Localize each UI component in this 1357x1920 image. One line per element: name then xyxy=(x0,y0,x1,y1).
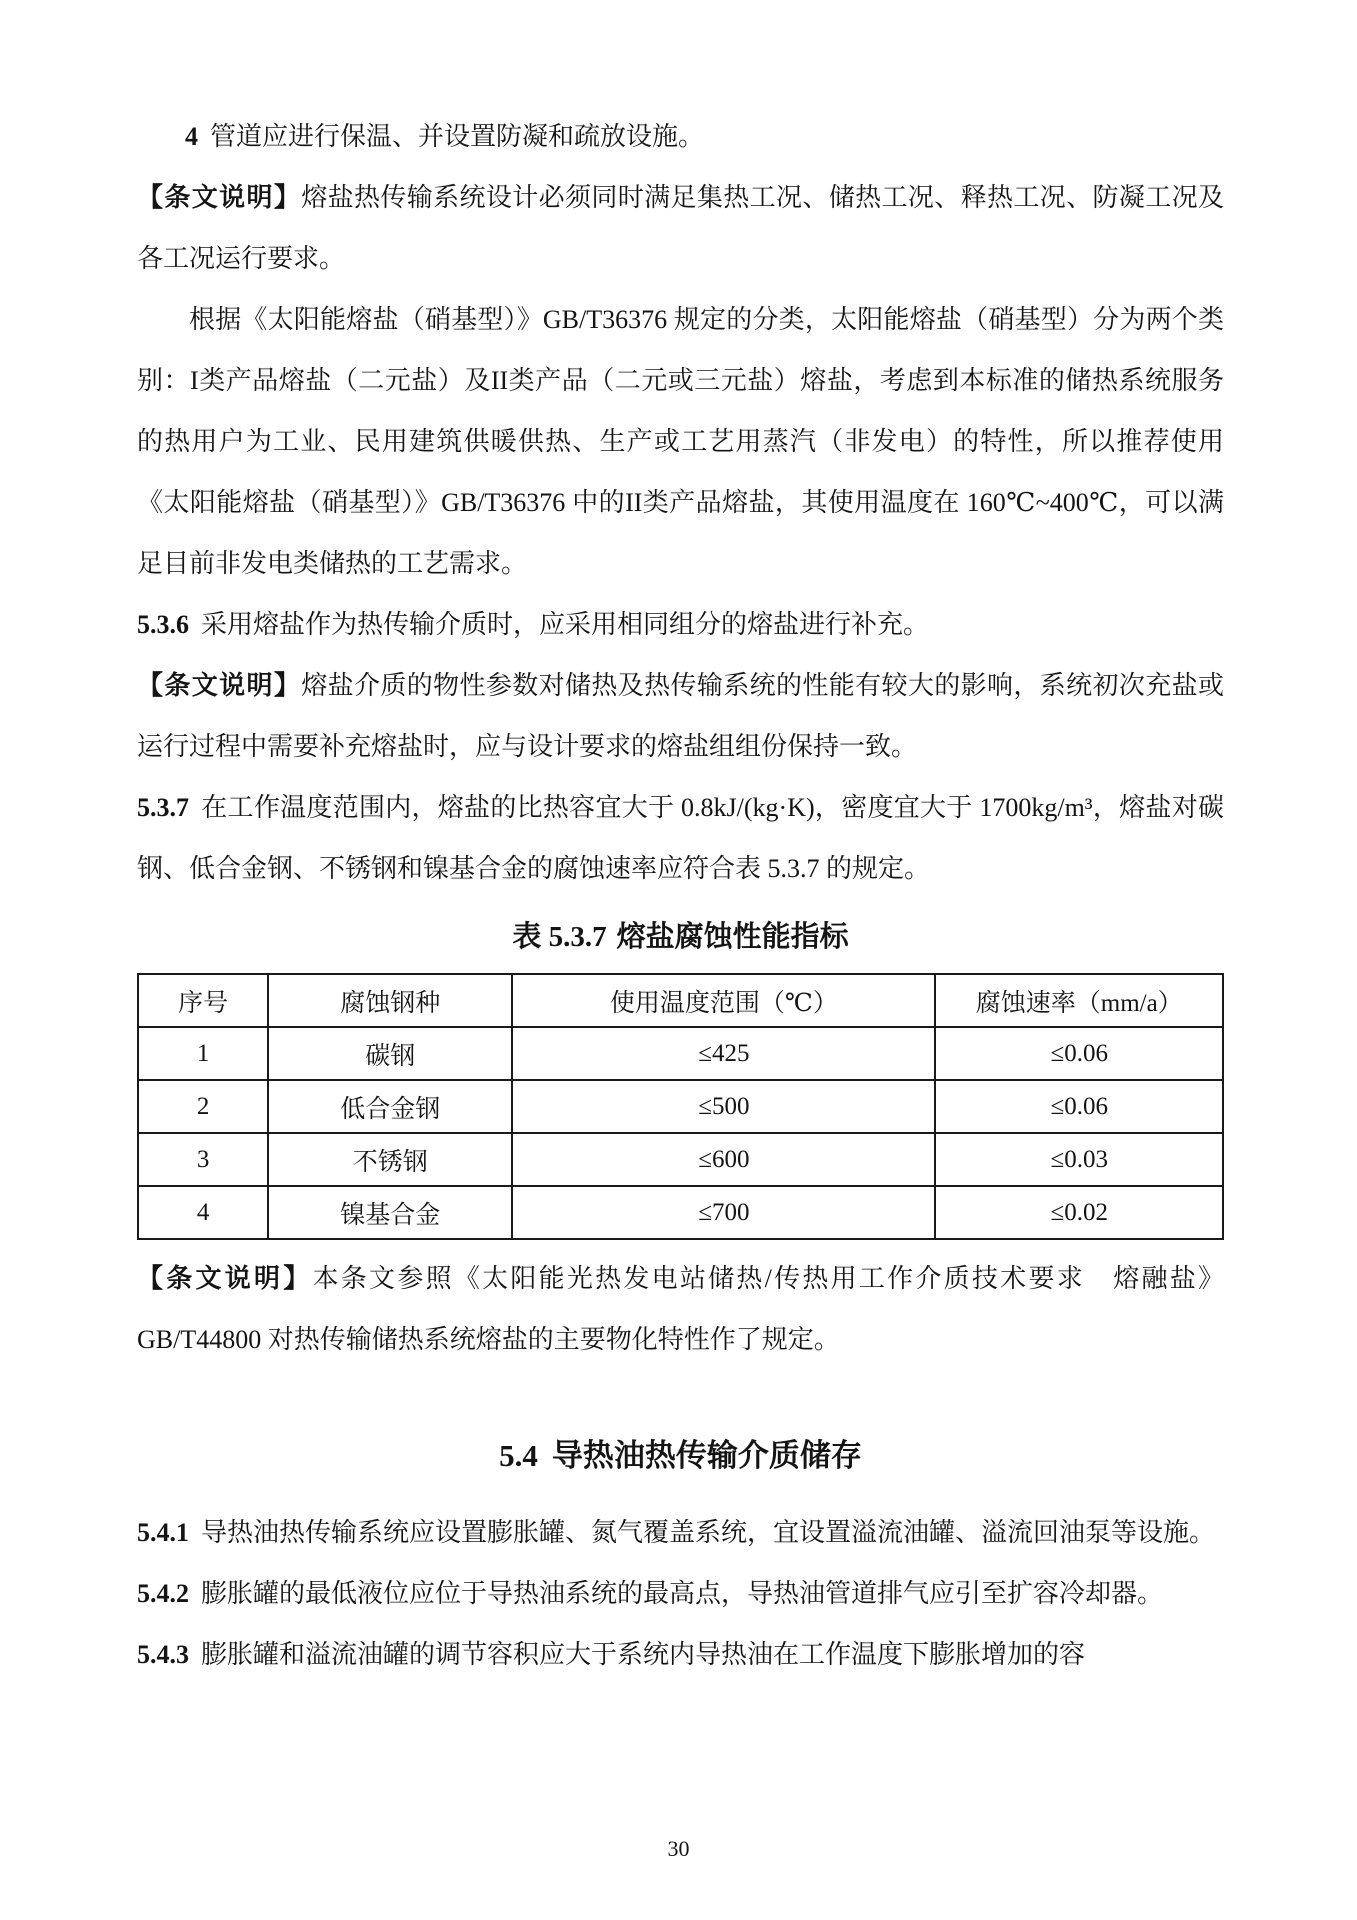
cell-index: 4 xyxy=(138,1186,268,1239)
clause-542-paragraph xyxy=(137,1563,1224,1624)
cell-temperature-range: ≤600 xyxy=(512,1133,935,1186)
clause-number: 5.4.1 xyxy=(137,1518,189,1547)
clause-543-paragraph xyxy=(137,1624,1224,1685)
cell-steel-type: 低合金钢 xyxy=(268,1080,512,1133)
clause-text: 采用熔盐作为热传输介质时，应采用相同组分的熔盐进行补充。 xyxy=(201,610,930,639)
table-row xyxy=(138,1027,1223,1080)
clause-text: 导热油热传输系统应设置膨胀罐、氮气覆盖系统，宜设置溢流油罐、溢流回油泵等设施。 xyxy=(201,1518,1216,1547)
commentary-label: 【条文说明】 xyxy=(137,1263,313,1293)
commentary-label: 【条文说明】 xyxy=(137,182,302,212)
commentary-text: 本条文参照《太阳能光热发电站储热/传热用工作介质技术要求 熔融盐》GB/T44800 对热传输储热系统熔盐的主要物化特性作了规定。 xyxy=(137,1264,1224,1354)
table-row xyxy=(138,1080,1223,1133)
cell-corrosion-rate: ≤0.06 xyxy=(935,1080,1223,1133)
clause-number: 5.3.6 xyxy=(137,610,189,639)
cell-steel-type: 碳钢 xyxy=(268,1027,512,1080)
basis-text: 根据《太阳能熔盐（硝基型）》GB/T36376 规定的分类，太阳能熔盐（硝基型）分为两个类别：I类产品熔盐（二元盐）及II类产品（二元或三元盐）熔盐，考虑到本标准的储热系统服务的热用户为工业、民用建筑供暖供热、生产或工艺用蒸汽（非发电）的特性，所以推荐使用《太阳能熔盐（硝基型）》GB/T36376 中的II类产品熔盐，其使用温度在 160℃~400℃，可以满足目前非发电类储热的工艺需求。 xyxy=(137,305,1224,578)
section-number: 5.4 xyxy=(499,1438,538,1473)
column-header-corrosion-rate: 腐蚀速率（mm/a） xyxy=(935,974,1223,1027)
section-54-heading xyxy=(137,1432,1224,1480)
section-title: 导热油热传输介质储存 xyxy=(551,1438,862,1473)
clause-text: 膨胀罐和溢流油罐的调节容积应大于系统内导热油在工作温度下膨胀增加的容 xyxy=(201,1640,1086,1669)
column-header-index: 序号 xyxy=(138,974,268,1027)
clause-537-paragraph xyxy=(137,777,1224,899)
corrosion-performance-table xyxy=(137,973,1224,1240)
table-row xyxy=(138,1133,1223,1186)
cell-temperature-range: ≤425 xyxy=(512,1027,935,1080)
commentary-1-paragraph xyxy=(137,167,1224,289)
cell-steel-type: 镍基合金 xyxy=(268,1186,512,1239)
clause-541-paragraph xyxy=(137,1502,1224,1563)
table-537-title xyxy=(137,915,1224,959)
clause-text: 在工作温度范围内，熔盐的比热容宜大于 0.8kJ/(kg·K)，密度宜大于 1700kg/m³，熔盐对碳钢、低合金钢、不锈钢和镍基合金的腐蚀速率应符合表 5.3.7 的规定。 xyxy=(137,793,1224,883)
table-header-row xyxy=(138,974,1223,1027)
clause-text: 管道应进行保温、并设置防凝和疏放设施。 xyxy=(210,122,705,151)
cell-steel-type: 不锈钢 xyxy=(268,1133,512,1186)
table-title-text: 熔盐腐蚀性能指标 xyxy=(616,921,849,953)
commentary-text: 熔盐介质的物性参数对储热及热传输系统的性能有较大的影响，系统初次充盐或运行过程中需要补充熔盐时，应与设计要求的熔盐组组份保持一致。 xyxy=(137,671,1224,761)
column-header-steel-type: 腐蚀钢种 xyxy=(268,974,512,1027)
basis-paragraph xyxy=(137,289,1224,594)
commentary-3-paragraph xyxy=(137,1248,1224,1370)
clause-number: 5.4.2 xyxy=(137,1579,189,1608)
table-row xyxy=(138,1186,1223,1239)
cell-corrosion-rate: ≤0.03 xyxy=(935,1133,1223,1186)
clause-number: 5.3.7 xyxy=(137,793,189,822)
page-number: 30 xyxy=(667,1836,690,1861)
commentary-2-paragraph xyxy=(137,655,1224,777)
clause-536-paragraph xyxy=(137,594,1224,655)
clause-4-paragraph xyxy=(137,106,1224,167)
cell-index: 1 xyxy=(138,1027,268,1080)
cell-corrosion-rate: ≤0.02 xyxy=(935,1186,1223,1239)
clause-text: 膨胀罐的最低液位应位于导热油系统的最高点，导热油管道排气应引至扩容冷却器。 xyxy=(201,1579,1164,1608)
commentary-label: 【条文说明】 xyxy=(137,670,302,700)
table-title-number: 表 5.3.7 xyxy=(512,921,607,953)
clause-number: 4 xyxy=(185,122,198,151)
cell-corrosion-rate: ≤0.06 xyxy=(935,1027,1223,1080)
commentary-text: 熔盐热传输系统设计必须同时满足集热工况、储热工况、释热工况、防凝工况及各工况运行要求。 xyxy=(137,183,1224,273)
clause-number: 5.4.3 xyxy=(137,1640,189,1669)
cell-index: 2 xyxy=(138,1080,268,1133)
cell-temperature-range: ≤500 xyxy=(512,1080,935,1133)
column-header-temperature-range: 使用温度范围（℃） xyxy=(512,974,935,1027)
cell-temperature-range: ≤700 xyxy=(512,1186,935,1239)
cell-index: 3 xyxy=(138,1133,268,1186)
